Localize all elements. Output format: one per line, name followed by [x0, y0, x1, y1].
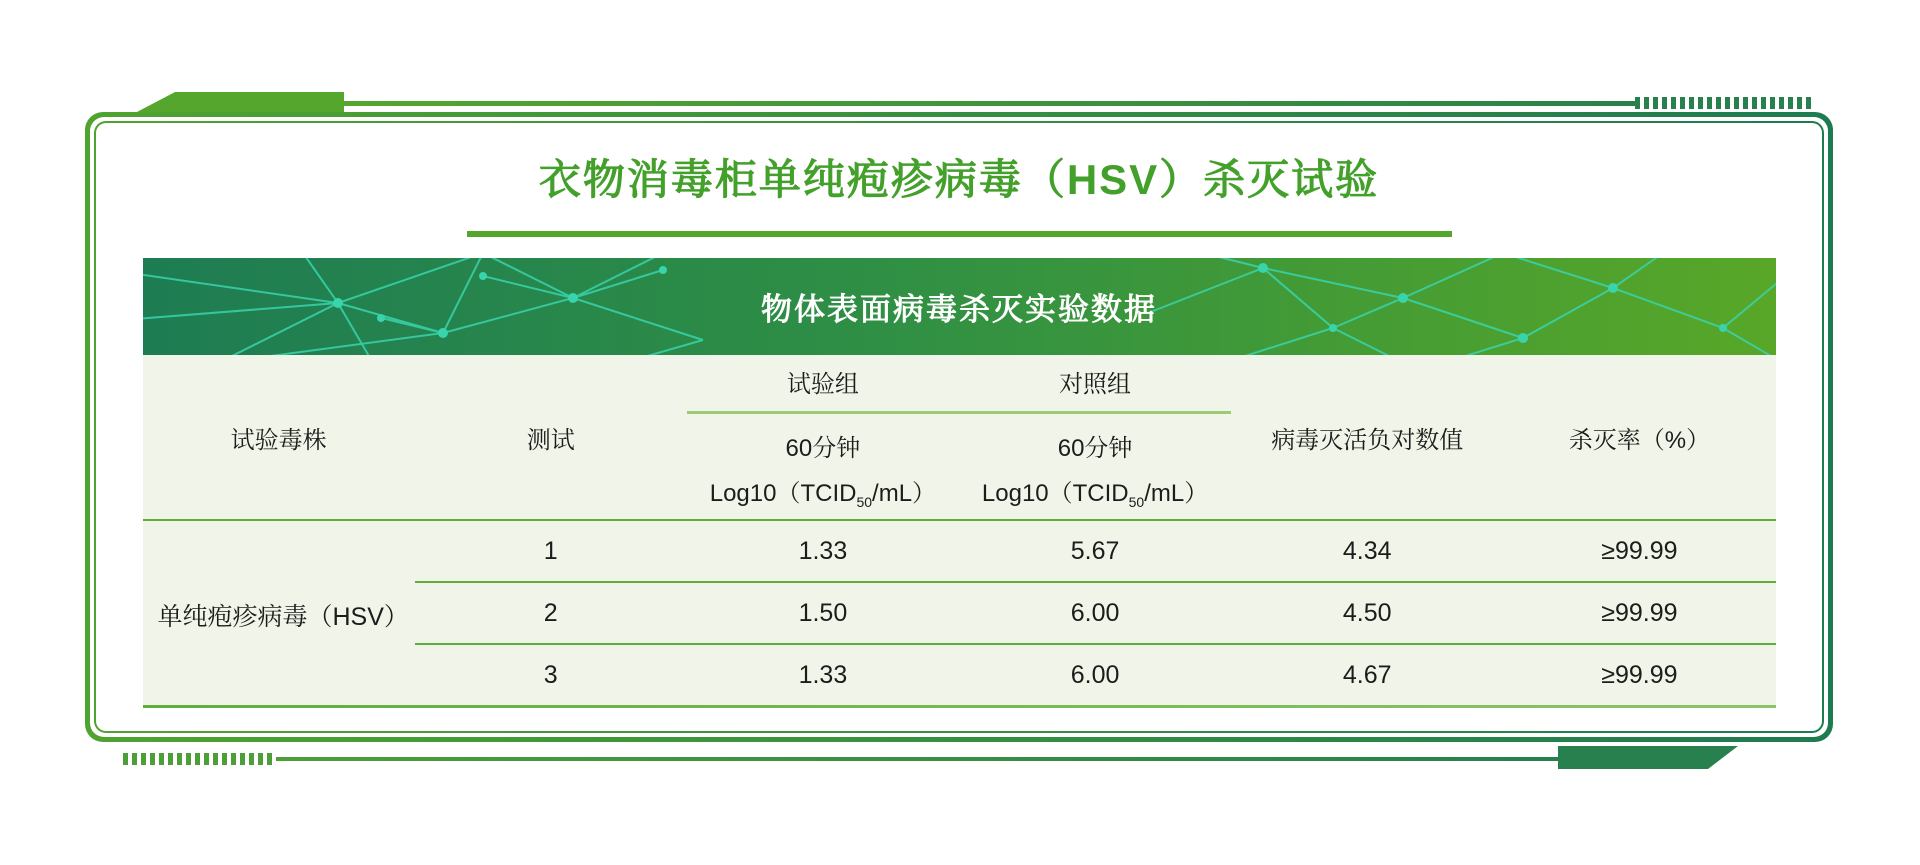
card-border-gap — [90, 117, 1828, 737]
cell-log-reduction: 4.67 — [1342, 660, 1392, 689]
cell-test: 1 — [543, 536, 558, 565]
cell-kill-rate: ≥99.99 — [1601, 660, 1678, 689]
cell-test: 3 — [543, 660, 558, 689]
cell-trial: 1.50 — [798, 598, 848, 627]
card-content — [96, 123, 1822, 731]
page-title: 衣物消毒柜单纯疱疹病毒（HSV）杀灭试验 — [538, 156, 1380, 203]
cell-control: 6.00 — [1070, 660, 1120, 689]
cell-log-reduction: 4.50 — [1342, 598, 1392, 627]
table-header — [143, 355, 1776, 519]
cell-control: 5.67 — [1070, 536, 1120, 565]
subheader-trial — [687, 414, 959, 519]
card-inner-border — [94, 121, 1824, 733]
title-underline — [467, 231, 1452, 237]
bottom-right-trapezoid-accent — [1558, 746, 1738, 769]
bottom-left-tick-marks — [123, 753, 276, 765]
cell-trial: 1.33 — [798, 536, 848, 565]
report-card-frame — [85, 112, 1833, 742]
control-unit-label: $Log10(TCID_{50}/mL)$ — [981, 479, 1209, 510]
header-log-reduction: 病毒灭活负对数值 — [1271, 426, 1464, 454]
cell-test: 2 — [543, 598, 558, 627]
cell-kill-rate: ≥99.99 — [1601, 598, 1678, 627]
header-group-block — [687, 355, 1231, 519]
cell-kill-rate: ≥99.99 — [1601, 536, 1678, 565]
bottom-accent-line — [276, 757, 1558, 761]
header-control-group: 对照组 — [1059, 371, 1132, 398]
trial-unit-label: $Log10(TCID_{50}/mL)$ — [709, 479, 937, 510]
strain-value-cell: 单纯疱疹病毒（HSV） — [157, 602, 409, 631]
data-table — [143, 355, 1776, 708]
trial-time-label: 60分钟 — [785, 434, 861, 462]
header-kill-rate: 杀灭率（%） — [1568, 426, 1711, 454]
group-subheaders — [687, 414, 1231, 519]
table-body — [143, 521, 1776, 708]
header-strain: 试验毒株 — [230, 426, 327, 454]
section-banner — [143, 258, 1776, 355]
control-time-label: 60分钟 — [1057, 434, 1133, 462]
subheader-control — [959, 414, 1231, 519]
cell-trial: 1.33 — [798, 660, 848, 689]
top-accent-bar — [343, 101, 1635, 106]
header-trial-group: 试验组 — [786, 371, 859, 398]
header-test: 测试 — [526, 426, 575, 454]
top-right-tick-marks — [1635, 97, 1811, 109]
top-left-trapezoid-accent — [135, 92, 344, 113]
banner-title: 物体表面病毒杀灭实验数据 — [761, 292, 1157, 327]
group-labels — [687, 355, 1231, 411]
cell-control: 6.00 — [1070, 598, 1120, 627]
cell-log-reduction: 4.34 — [1342, 536, 1392, 565]
